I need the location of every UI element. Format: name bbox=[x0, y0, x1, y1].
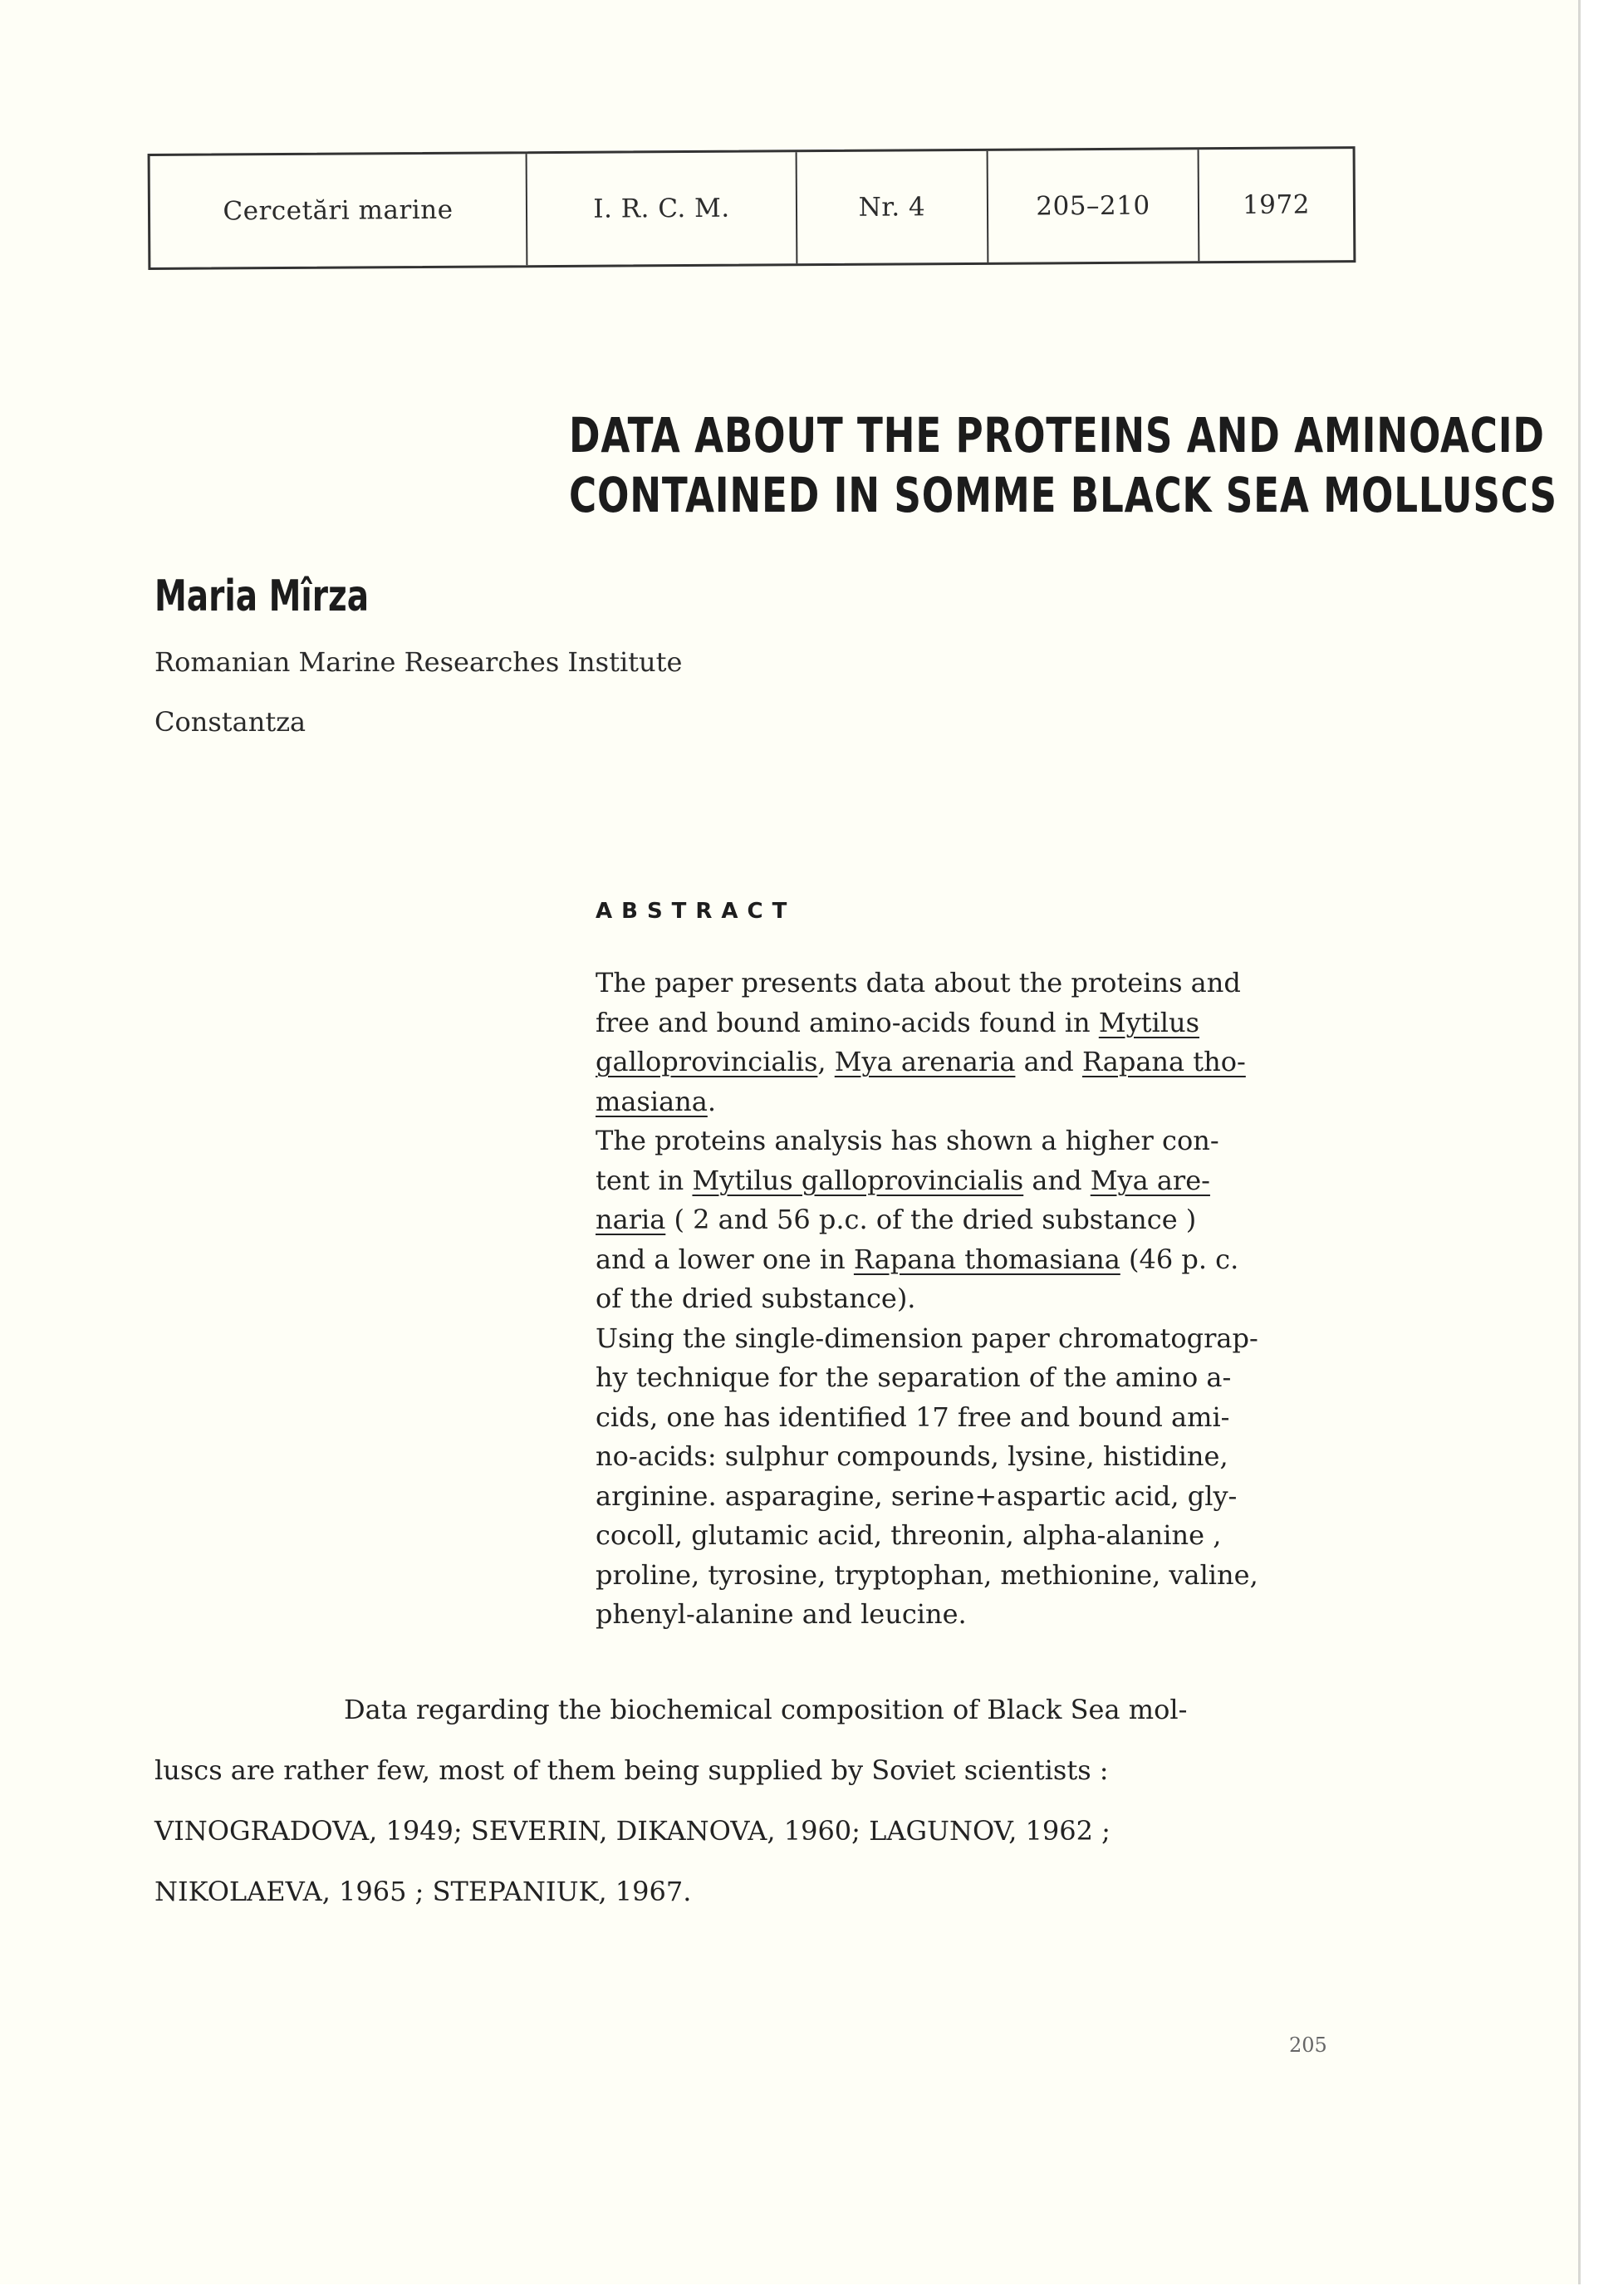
species-name: Mya are- bbox=[1090, 1164, 1210, 1196]
species-name: masiana bbox=[596, 1085, 708, 1117]
abstract-line: arginine. asparagine, serine+aspartic acid, gly- bbox=[596, 1479, 1238, 1512]
abstract-line: The paper presents data about the proteins and bbox=[596, 967, 1241, 998]
abstract-line: tent in Mytilus galloprovincialis and Mya are- bbox=[596, 1164, 1210, 1196]
abstract-line: of the dried substance). bbox=[596, 1283, 916, 1314]
species-name: Mytilus bbox=[1098, 1006, 1200, 1038]
journal-name: Cercetări marine bbox=[150, 154, 528, 267]
body-line: luscs are rather few, most of them being supplied by Soviet scientists : bbox=[154, 1754, 1109, 1786]
paper-title bbox=[569, 405, 1557, 525]
abstract-line: phenyl-alanine and leucine. bbox=[596, 1598, 967, 1630]
body-line: Data regarding the biochemical composition of Black Sea mol- bbox=[344, 1694, 1188, 1725]
abstract-line: cocoll, glutamic acid, threonin, alpha-alanine , bbox=[596, 1519, 1222, 1551]
species-name: Mya arenaria bbox=[834, 1046, 1016, 1077]
abstract-line: free and bound amino-acids found in Mytilus bbox=[596, 1006, 1200, 1038]
abstract-line: naria ( 2 and 56 p.c. of the dried substance ) bbox=[596, 1204, 1197, 1235]
abstract-heading: ABSTRACT bbox=[596, 899, 797, 924]
abstract-line: masiana. bbox=[596, 1085, 717, 1117]
author-affiliation: Romanian Marine Researches Institute bbox=[154, 646, 683, 678]
title-line-1: DATA ABOUT THE PROTEINS AND AMINOACID bbox=[569, 407, 1545, 464]
page-range: 205–210 bbox=[988, 150, 1200, 262]
journal-header-box bbox=[148, 146, 1356, 270]
species-name: Rapana thomasiana bbox=[853, 1243, 1120, 1275]
page-number: 205 bbox=[1289, 2034, 1327, 2057]
abstract-line: no-acids: sulphur compounds, lysine, histidine, bbox=[596, 1440, 1228, 1472]
abstract-line: proline, tyrosine, tryptophan, methionine, valine, bbox=[596, 1558, 1258, 1591]
author-city: Constantza bbox=[154, 706, 306, 738]
abstract-line: hy technique for the separation of the amino a- bbox=[596, 1361, 1232, 1393]
abstract-line: Using the single-dimension paper chromatograp- bbox=[596, 1322, 1258, 1354]
title-line-2: CONTAINED IN SOMME BLACK SEA MOLLUSCS bbox=[569, 467, 1557, 523]
abstract-line: cids, one has identified 17 free and bound ami- bbox=[596, 1401, 1230, 1433]
year: 1972 bbox=[1242, 189, 1311, 220]
abstract-line: galloprovincialis, Mya arenaria and Rapana tho- bbox=[596, 1046, 1246, 1077]
abstract-line: and a lower one in Rapana thomasiana (46 p. c. bbox=[596, 1243, 1239, 1275]
body-line: VINOGRADOVA, 1949; SEVERIN, DIKANOVA, 1960; LAGUNOV, 1962 ; bbox=[154, 1815, 1111, 1847]
body-paragraph bbox=[154, 1680, 1384, 1922]
institution: I. R. C. M. bbox=[527, 152, 798, 265]
species-name: Rapana tho- bbox=[1081, 1046, 1246, 1077]
abstract-body bbox=[596, 964, 1393, 1635]
species-name: Mytilus galloprovincialis bbox=[692, 1164, 1024, 1196]
species-name: naria bbox=[596, 1204, 666, 1235]
body-line: NIKOLAEVA, 1965 ; STEPANIUK, 1967. bbox=[154, 1876, 692, 1907]
species-name: galloprovincialis bbox=[596, 1046, 818, 1077]
issue-number: Nr. 4 bbox=[797, 151, 989, 263]
abstract-line: The proteins analysis has shown a higher con- bbox=[596, 1125, 1219, 1156]
author-name: Maria Mîrza bbox=[154, 572, 370, 621]
